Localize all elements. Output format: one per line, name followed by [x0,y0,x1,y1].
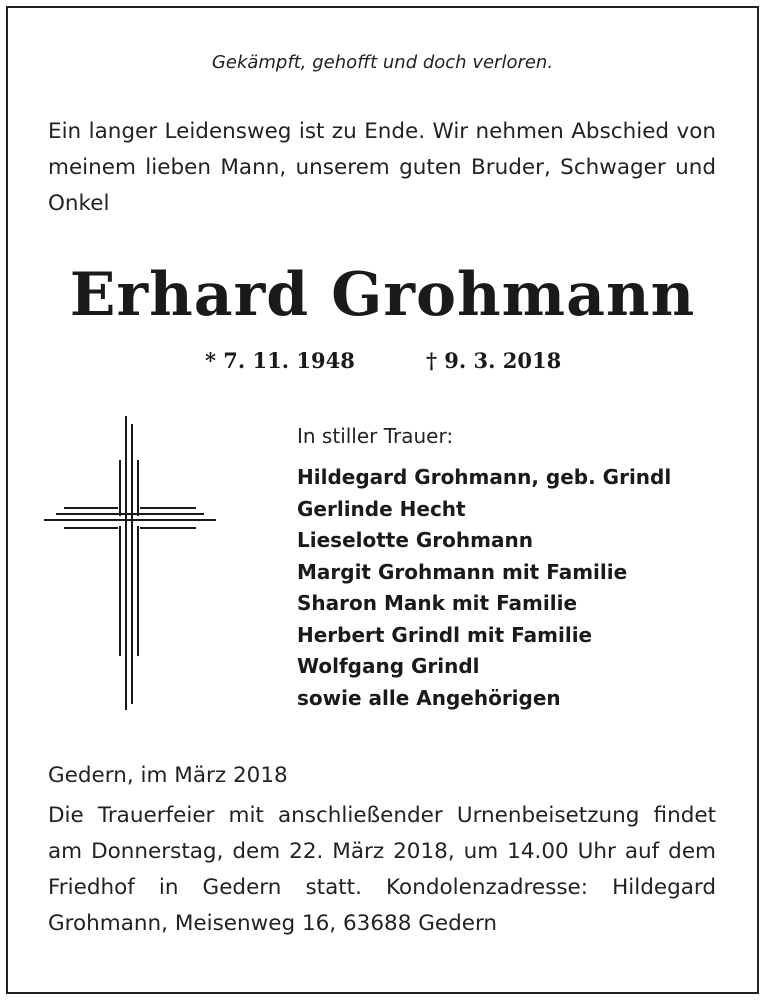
mourner-name: Hildegard Grohmann, geb. Grindl [297,465,672,489]
mourner-name: Wolfgang Grindl [297,654,480,678]
funeral-details [48,798,716,942]
mourner-name: Sharon Mank mit Familie [297,591,578,615]
deceased-name: Erhard Grohmann [69,260,696,330]
mourners-list [297,462,671,714]
mourner-name: sowie alle Angehörigen [297,685,561,710]
mourner-name: Herbert Grindl mit Familie [297,622,593,647]
intro-text: Ein langer Leidensweg ist zu Ende. Wir nehmen Abschied von meinem lieben Mann, unserem guten Bruder, Schwager und Onkel [48,119,716,216]
mourner-name: Gerlinde Hecht [297,496,466,521]
motto: Gekämpft, gehofft und doch verloren. [211,52,554,73]
birth-date: * 7. 11. 1948 [205,348,355,373]
cross-icon [42,416,218,710]
funeral-info: Die Trauerfeier mit anschließender Urnenbeisetzung findet am Donnerstag, dem 22. März 2018, um 14.00 Uhr auf dem Friedhof in Gedern statt. [48,803,716,900]
mourner-name: Lieselotte Grohmann [297,528,533,552]
condolence-address: Kondolenzadresse: Hildegard Grohmann, Meisenweg 16, 63688 Gedern [48,875,716,936]
mourning-intro: In stiller Trauer: [297,424,454,448]
death-date: † 9. 3. 2018 [426,348,562,373]
place-date: Gedern, im März 2018 [48,763,288,788]
mourner-name: Margit Grohmann mit Familie [297,559,628,584]
